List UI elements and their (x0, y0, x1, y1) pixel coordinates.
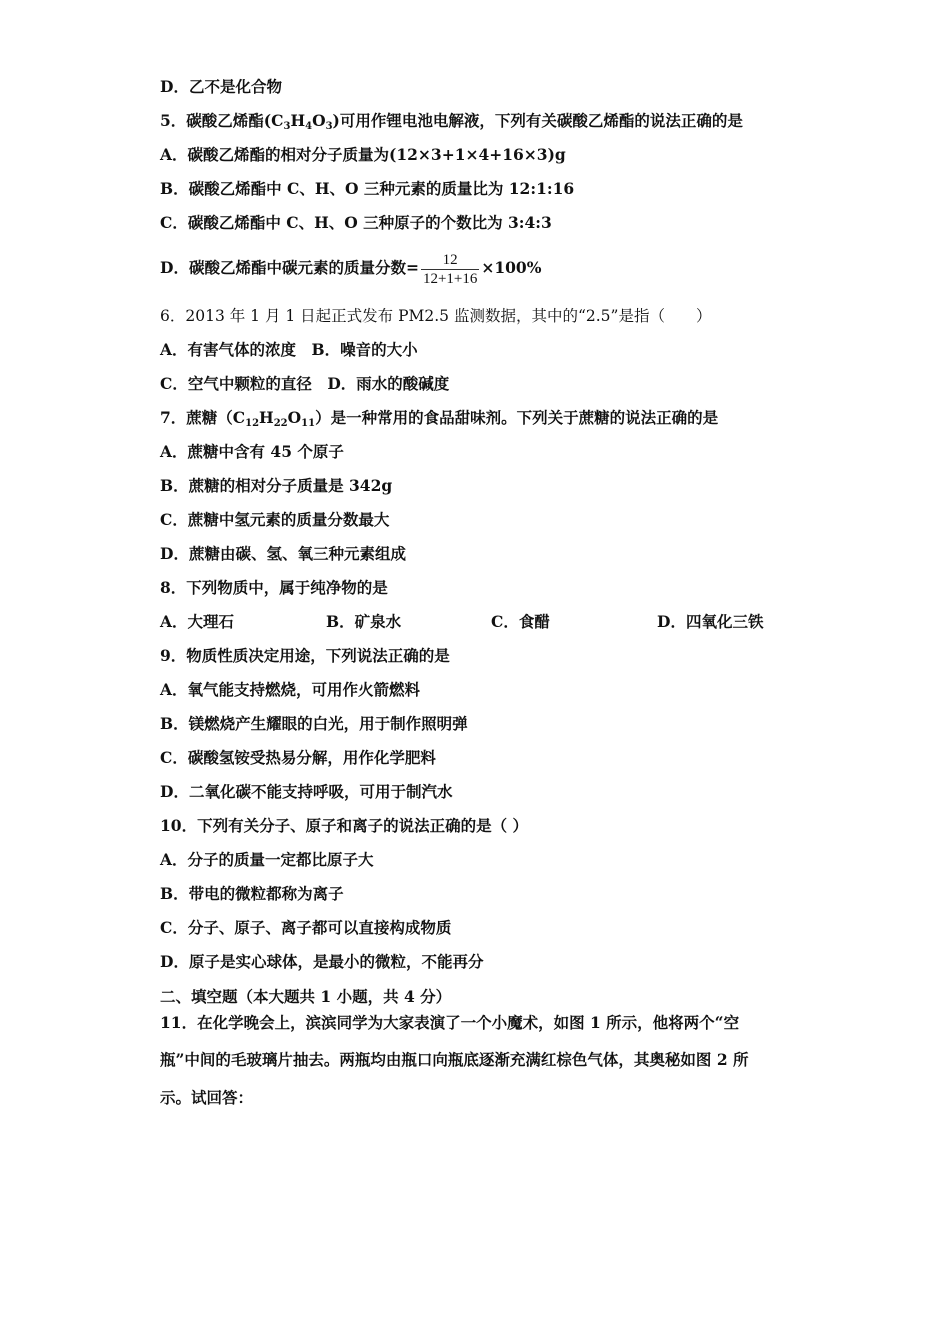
q8-option-a: A．大理石 (160, 612, 235, 631)
q6-options-row2: C．空气中颗粒的直径 D．雨水的酸碱度 (160, 374, 450, 393)
q10-option-d: D．原子是实心球体，是最小的微粒，不能再分 (160, 952, 484, 971)
q6-options-row1: A．有害气体的浓度 B．噪音的大小 (160, 340, 418, 359)
q7-sub-o: 11 (301, 418, 316, 429)
q7-o: O (287, 408, 302, 427)
mass-fraction (421, 251, 479, 288)
q11-line-2: 瓶”中间的毛玻璃片抽去。两瓶均由瓶口向瓶底逐渐充满红棕色气体，其奥秘如图 2 所 (160, 1050, 749, 1069)
q5-option-d-pre: D．碳酸乙烯酯中碳元素的质量分数= (160, 258, 419, 277)
q5-option-c: C．碳酸乙烯酯中 C、H、O 三种原子的个数比为 3:4:3 (160, 213, 552, 232)
q11-line-3: 示。试回答： (160, 1088, 254, 1107)
q9-option-c: C．碳酸氢铵受热易分解，用作化学肥料 (160, 748, 436, 767)
q7-stem (160, 408, 718, 428)
q10-stem: 10．下列有关分子、原子和离子的说法正确的是（ ） (160, 816, 528, 835)
q11-line-1: 11．在化学晚会上，滨滨同学为大家表演了一个小魔术，如图 1 所示，他将两个“空 (160, 1013, 740, 1032)
q5-sub-h: 4 (305, 121, 313, 132)
q8-stem: 8．下列物质中，属于纯净物的是 (160, 578, 388, 597)
q5-h: H (290, 111, 306, 130)
fraction-denominator: 12+1+16 (422, 270, 478, 287)
q5-sub-o: 3 (325, 121, 333, 132)
q7-stem-b: ）是一种常用的食品甜味剂。下列关于蔗糖的说法正确的是 (315, 408, 719, 427)
q7-sub-h: 22 (273, 418, 288, 429)
q4-option-d: D．乙不是化合物 (160, 77, 282, 96)
q5-option-b: B．碳酸乙烯酯中 C、H、O 三种元素的质量比为 12:1:16 (160, 179, 575, 198)
q9-option-d: D．二氧化碳不能支持呼吸，可用于制汽水 (160, 782, 453, 801)
q8-option-c: C．食醋 (491, 612, 550, 631)
q5-option-a: A．碳酸乙烯酯的相对分子质量为(12×3+1×4+16×3)g (160, 145, 566, 164)
q8-option-d: D．四氧化三铁 (657, 612, 764, 631)
q5-option-d (160, 248, 541, 288)
q9-option-b: B．镁燃烧产生耀眼的白光，用于制作照明弹 (160, 714, 468, 733)
section-title: 二、填空题（本大题共 1 小题，共 4 分） (160, 987, 452, 1006)
q5-stem (160, 111, 743, 131)
q10-option-a: A．分子的质量一定都比原子大 (160, 850, 374, 869)
q5-option-d-post: ×100% (481, 258, 542, 277)
q7-option-d: D．蔗糖由碳、氢、氧三种元素组成 (160, 544, 406, 563)
q7-sub-c: 12 (245, 418, 260, 429)
q9-option-a: A．氧气能支持燃烧，可用作火箭燃料 (160, 680, 421, 699)
q10-option-b: B．带电的微粒都称为离子 (160, 884, 344, 903)
q10-option-c: C．分子、原子、离子都可以直接构成物质 (160, 918, 452, 937)
q9-stem: 9．物质性质决定用途，下列说法正确的是 (160, 646, 450, 665)
q8-option-b: B．矿泉水 (326, 612, 402, 631)
q7-option-a: A．蔗糖中含有 45 个原子 (160, 442, 344, 461)
fraction-numerator: 12 (442, 251, 458, 268)
q5-sub-c: 3 (283, 121, 291, 132)
q5-stem-a: 5．碳酸乙烯酯(C (160, 111, 284, 130)
q7-option-c: C．蔗糖中氢元素的质量分数最大 (160, 510, 390, 529)
q7-option-b: B．蔗糖的相对分子质量是 342g (160, 476, 393, 495)
q7-stem-a: 7．蔗糖（C (160, 408, 246, 427)
q6-stem: 6．2013 年 1 月 1 日起正式发布 PM2.5 监测数据，其中的“2.5”是指（ ） (160, 307, 712, 325)
q7-h: H (259, 408, 274, 427)
q5-stem-b: )可用作锂电池电解液，下列有关碳酸乙烯酯的说法正确的是 (332, 111, 743, 130)
q5-o: O (312, 111, 326, 130)
